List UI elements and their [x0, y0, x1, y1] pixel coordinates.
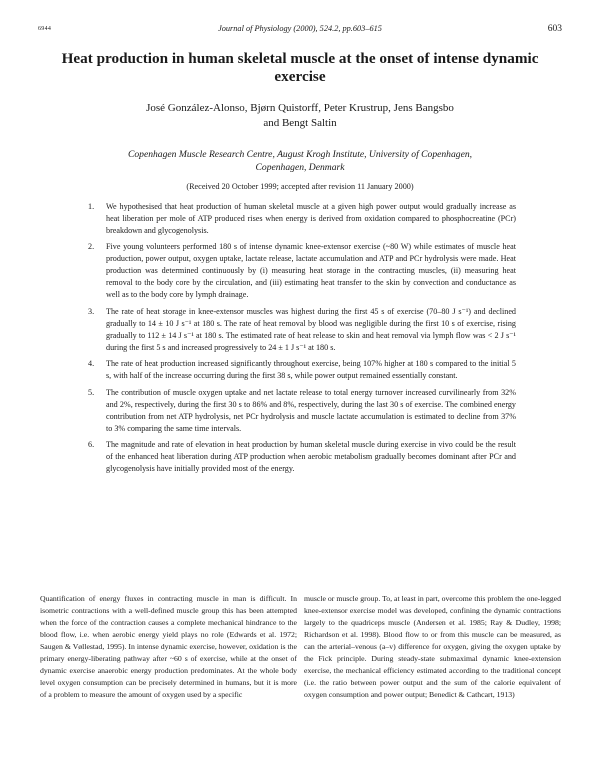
item-number: 1. — [88, 202, 95, 211]
item-number: 6. — [88, 439, 95, 449]
item-number: 5. — [88, 387, 95, 397]
item-text: The rate of heat storage in knee-extensor muscles was highest during the first 45 s of exercise (70–80 J s⁻¹) and declined gradually to 14 ± 10 J s⁻¹ at 180 s. The rate of heat removal by blood was negligible during the first 10 s of exercise, rising gradually to 112 ± 14 J s⁻¹ at 180 s. The estimated rate of heat release to skin and heat removal via lymph flow was < 2 J s⁻¹ during the first 5 s and increased progressively to 24 ± 1 J s⁻¹ at 180 s. — [106, 306, 516, 352]
abstract-item — [88, 306, 516, 354]
abstract-item — [88, 201, 516, 237]
body-text-right-column: muscle or muscle group. To, at least in part, overcome this problem the one-legged knee-extensor exercise model was developed, confining the dynamic contractions largely to the quadriceps muscle (Andersen et al. 1985; Ray & Dudley, 1998; Richardson et al. 1998). Blood flow to or from this muscle can be measured, as can the arterial–venous (a–v) difference for oxygen, giving the oxygen uptake by the Fick principle. During steady-state submaximal dynamic knee-extension exercise, the mechanical efficiency estimated according to the traditional concept (i.e. the ratio between power output and the sum of the calorie equivalent of oxygen consumption and power output; Benedict & Cathcart, 1913) — [304, 594, 561, 699]
author-line: José González-Alonso, Bjørn Quistorff, Peter Krustrup, Jens Bangsbo — [146, 102, 454, 114]
abstract-item — [88, 241, 516, 301]
item-text: Five young volunteers performed 180 s of intense dynamic knee-extensor exercise (~80 W) while estimates of muscle heat production, power output, oxygen uptake, lactate release, lactate accumulation and ATP and PCr hydrolysis were made. Heat production was determined continuously by (i) measuring heat storage in the contracting muscles, (ii) measuring heat removal to the body core by the circulation, and (iii) estimating heat transfer to the skin by convection and conductance as well as to the body core by lymph drainage. — [106, 242, 516, 300]
affiliation-line: Copenhagen, Denmark — [255, 162, 345, 173]
affiliation-line: Copenhagen Muscle Research Centre, August Krogh Institute, University of Copenhagen, — [127, 149, 473, 160]
abstract-list — [88, 201, 516, 479]
article-code: 6944 — [38, 26, 52, 32]
item-text: The magnitude and rate of elevation in heat production by human skeletal muscle during exercise in vivo could be the result of the enhanced heat liberation during ATP production when aerobic metabolism gradually becomes dominant after PCr and glycogenolysis have initially provided most of the energy. — [106, 439, 516, 473]
item-number: 4. — [88, 359, 95, 369]
item-text: We hypothesised that heat production of human skeletal muscle at a given high power output would gradually increase as heat liberation per mole of ATP produced rises when energy is derived from oxidation compared to phosphocreatine (PCr) breakdown and glycogenolysis. — [106, 202, 516, 235]
abstract-item — [88, 358, 516, 382]
author-list — [60, 101, 540, 131]
received-dates: (Received 20 October 1999; accepted after revision 11 January 2000) — [186, 182, 414, 191]
running-header: Journal of Physiology (2000), 524.2, pp.603–615 — [218, 24, 382, 33]
item-number: 3. — [88, 306, 95, 316]
abstract-item — [88, 387, 516, 435]
page-number: 603 — [547, 24, 562, 34]
affiliation — [60, 148, 540, 174]
author-line: and Bengt Saltin — [263, 117, 337, 129]
article-title: Heat production in human skeletal muscle at the onset of intense dynamic exercise — [61, 50, 539, 85]
body-text-left-column: Quantification of energy fluxes in contracting muscle in man is difficult. In isometric contractions with a well-defined muscle group this has been attempted when the force of the contraction causes a complete mechanical hindrance to the blood flow, i.e. when aerobic energy yield plays no role (Edwards et al. 1972; Saugen & Vøllestad, 1995). In intense dynamic exercise, however, oxidation is the primary energy-liberating pathway after ~60 s of exercise, while at the onset of dynamic exercise anaerobic energy production predominates. At the whole body level oxygen consumption can be precisely determined in humans, but it is more of a problem to measure the amount of oxygen used by a specific — [40, 594, 297, 699]
item-number: 2. — [88, 242, 95, 252]
item-text: The contribution of muscle oxygen uptake and net lactate release to total energy turnover increased curvilinearly from 32% and 2%, respectively, during the first 30 s to 86% and 8%, respectively, during the last 30 s of exercise. The combined energy contribution from net ATP hydrolysis, net PCr hydrolysis and muscle lactate accumulation is estimated to decline from 37% to 3% comparing the same time intervals. — [106, 387, 516, 433]
item-text: The rate of heat production increased significantly throughout exercise, being 107% higher at 180 s compared to the initial 5 s, with half of the increase occurring during the first 38 s, while power output remained essentially constant. — [106, 359, 516, 381]
abstract-item — [88, 439, 516, 475]
